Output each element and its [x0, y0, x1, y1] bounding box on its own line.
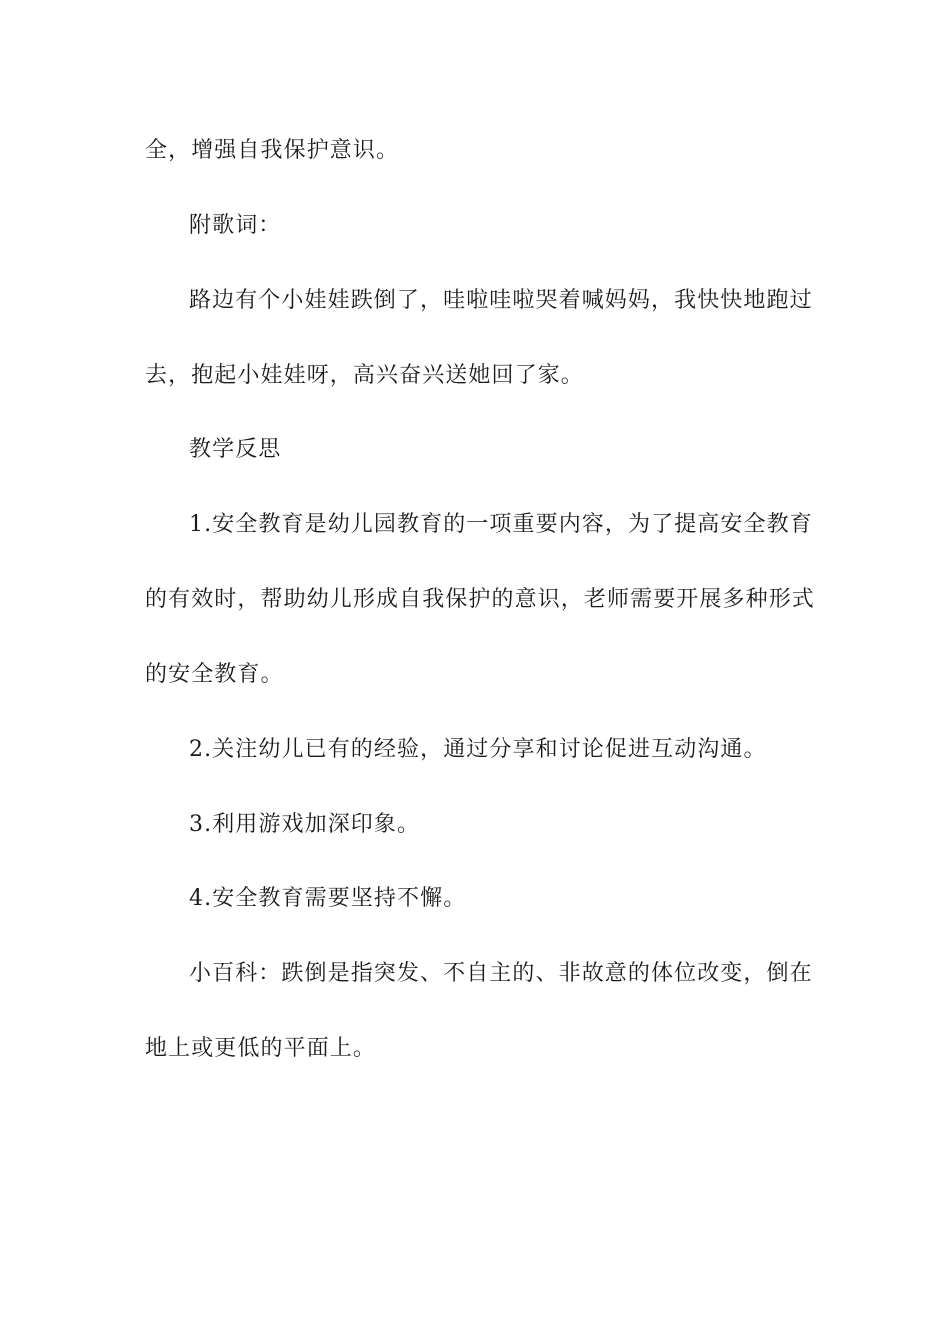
text-line: 3.利用游戏加深印象。	[189, 812, 421, 837]
text-line: 1.安全教育是幼儿园教育的一项重要内容，为了提高安全教育	[189, 512, 813, 537]
text-line: 4.安全教育需要坚持不懈。	[189, 886, 467, 911]
text-line: 全，增强自我保护意识。	[145, 138, 400, 163]
text-line: 的安全教育。	[145, 662, 284, 687]
text-line: 的有效时，帮助幼儿形成自我保护的意识，老师需要开展多种形式	[145, 587, 815, 612]
text-line: 路边有个小娃娃跌倒了，哇啦哇啦哭着喊妈妈，我快快地跑过	[189, 288, 813, 313]
lyrics-heading: 附歌词：	[189, 213, 282, 238]
text-line: 2.关注幼儿已有的经验，通过分享和讨论促进互动沟通。	[189, 737, 767, 762]
text-line: 去，抱起小娃娃呀，高兴奋兴送她回了家。	[145, 363, 584, 388]
text-line: 地上或更低的平面上。	[145, 1036, 377, 1061]
text-line: 小百科：跌倒是指突发、不自主的、非故意的体位改变，倒在	[189, 961, 813, 986]
reflection-heading: 教学反思	[189, 437, 282, 462]
